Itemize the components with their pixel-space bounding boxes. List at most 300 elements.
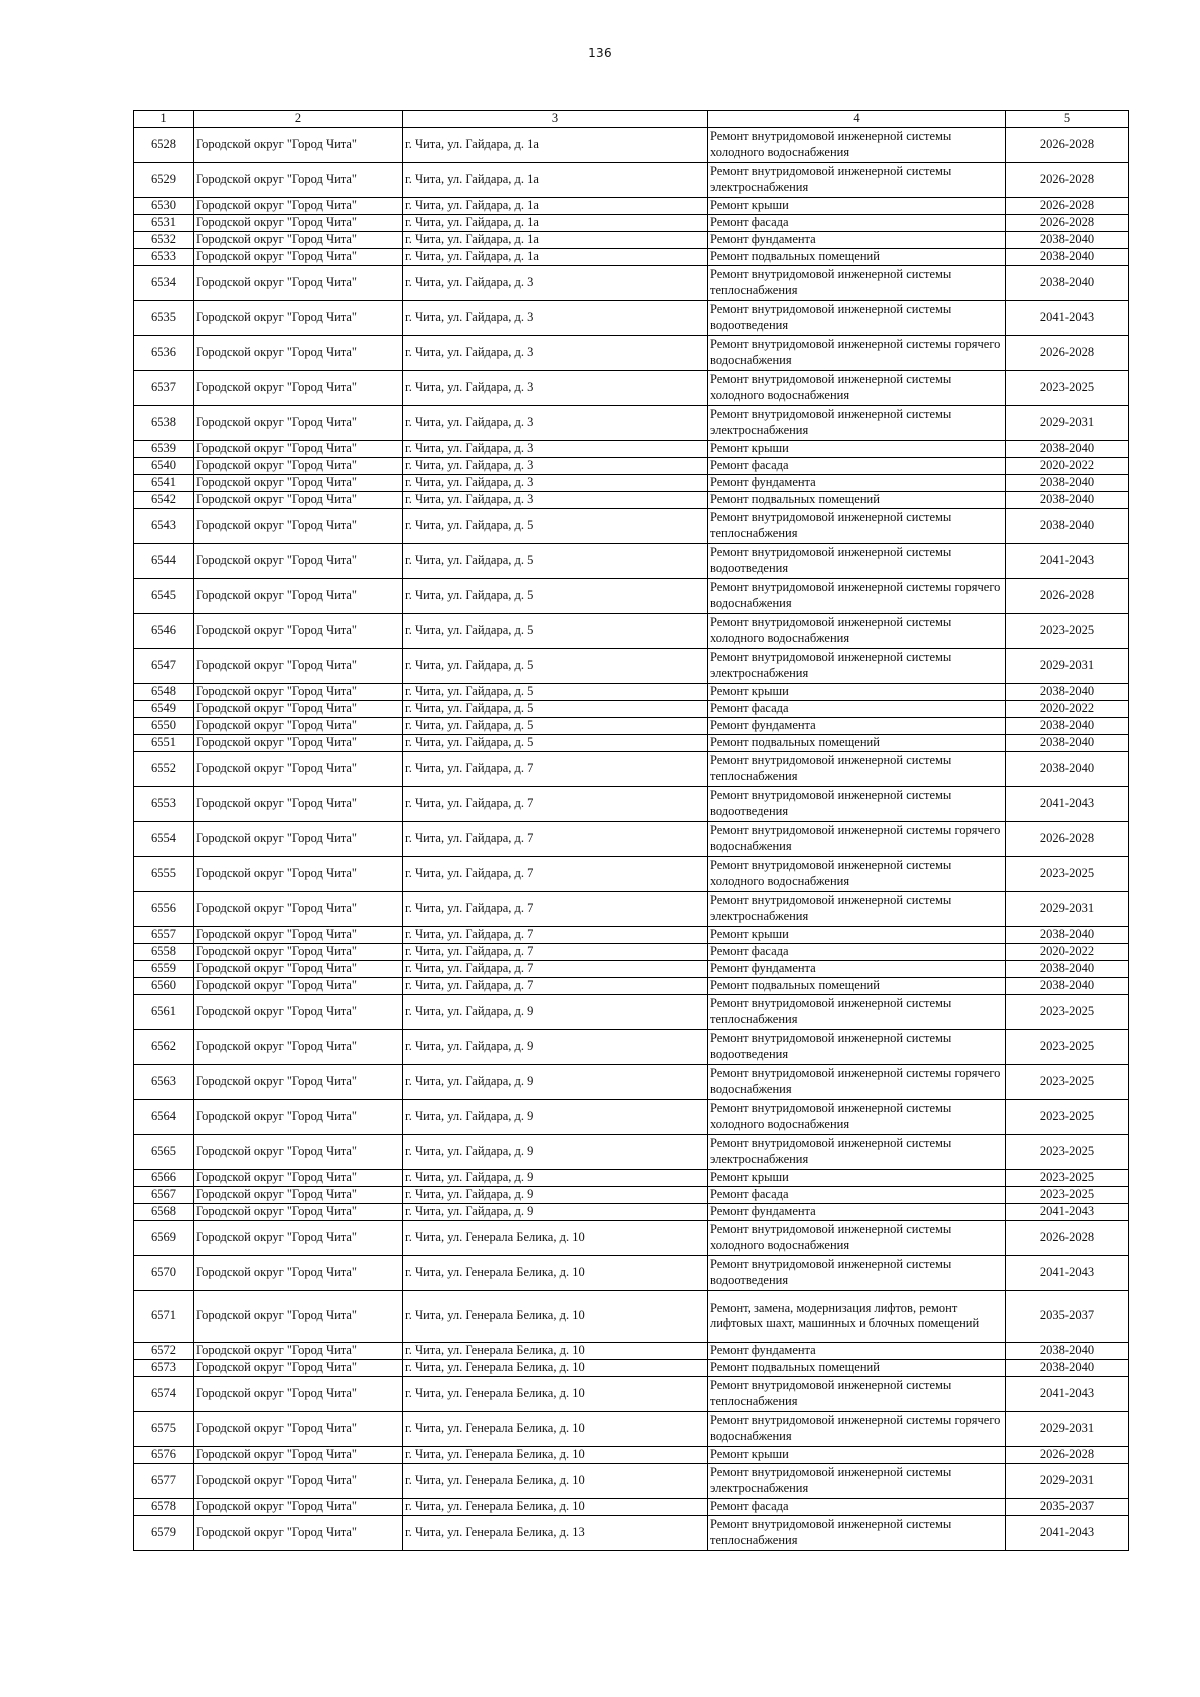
municipality-cell: Городской округ "Город Чита" bbox=[194, 1411, 403, 1446]
work-type-cell: Ремонт крыши bbox=[708, 440, 1006, 457]
address-cell: г. Чита, ул. Гайдара, д. 5 bbox=[403, 683, 708, 700]
work-type-cell: Ремонт внутридомовой инженерной системы электроснабжения bbox=[708, 162, 1006, 197]
address-cell: г. Чита, ул. Генерала Белика, д. 10 bbox=[403, 1220, 708, 1255]
municipality-cell: Городской округ "Город Чита" bbox=[194, 1342, 403, 1359]
municipality-cell: Городской округ "Город Чита" bbox=[194, 127, 403, 162]
period-cell: 2038-2040 bbox=[1006, 248, 1129, 265]
work-type-cell: Ремонт внутридомовой инженерной системы горячего водоснабжения bbox=[708, 1064, 1006, 1099]
municipality-cell: Городской округ "Город Чита" bbox=[194, 335, 403, 370]
address-cell: г. Чита, ул. Гайдара, д. 7 bbox=[403, 821, 708, 856]
period-cell: 2023-2025 bbox=[1006, 613, 1129, 648]
municipality-cell: Городской округ "Город Чита" bbox=[194, 1220, 403, 1255]
period-cell: 2038-2040 bbox=[1006, 474, 1129, 491]
municipality-cell: Городской округ "Город Чита" bbox=[194, 700, 403, 717]
table-row bbox=[134, 1134, 1129, 1169]
table-row bbox=[134, 1342, 1129, 1359]
period-cell: 2041-2043 bbox=[1006, 1515, 1129, 1550]
municipality-cell: Городской округ "Город Чита" bbox=[194, 734, 403, 751]
row-number-cell: 6558 bbox=[134, 943, 194, 960]
municipality-cell: Городской округ "Город Чита" bbox=[194, 1359, 403, 1376]
work-type-cell: Ремонт фундамента bbox=[708, 1203, 1006, 1220]
period-cell: 2041-2043 bbox=[1006, 543, 1129, 578]
work-type-cell: Ремонт внутридомовой инженерной системы холодного водоснабжения bbox=[708, 1099, 1006, 1134]
work-type-cell: Ремонт внутридомовой инженерной системы водоотведения bbox=[708, 1255, 1006, 1290]
row-number-cell: 6544 bbox=[134, 543, 194, 578]
period-cell: 2038-2040 bbox=[1006, 1342, 1129, 1359]
address-cell: г. Чита, ул. Гайдара, д. 5 bbox=[403, 508, 708, 543]
period-cell: 2029-2031 bbox=[1006, 648, 1129, 683]
address-cell: г. Чита, ул. Гайдара, д. 5 bbox=[403, 648, 708, 683]
address-cell: г. Чита, ул. Гайдара, д. 3 bbox=[403, 457, 708, 474]
table-row bbox=[134, 734, 1129, 751]
row-number-cell: 6529 bbox=[134, 162, 194, 197]
row-number-cell: 6545 bbox=[134, 578, 194, 613]
table-row bbox=[134, 231, 1129, 248]
address-cell: г. Чита, ул. Гайдара, д. 1а bbox=[403, 197, 708, 214]
period-cell: 2041-2043 bbox=[1006, 1255, 1129, 1290]
table-row bbox=[134, 960, 1129, 977]
municipality-cell: Городской округ "Город Чита" bbox=[194, 248, 403, 265]
period-cell: 2023-2025 bbox=[1006, 370, 1129, 405]
table-row bbox=[134, 335, 1129, 370]
period-cell: 2035-2037 bbox=[1006, 1290, 1129, 1342]
municipality-cell: Городской округ "Город Чита" bbox=[194, 457, 403, 474]
work-type-cell: Ремонт внутридомовой инженерной системы водоотведения bbox=[708, 786, 1006, 821]
municipality-cell: Городской округ "Город Чита" bbox=[194, 231, 403, 248]
table-row bbox=[134, 1029, 1129, 1064]
row-number-cell: 6573 bbox=[134, 1359, 194, 1376]
municipality-cell: Городской округ "Город Чита" bbox=[194, 1255, 403, 1290]
row-number-cell: 6578 bbox=[134, 1498, 194, 1515]
municipality-cell: Городской округ "Город Чита" bbox=[194, 1064, 403, 1099]
address-cell: г. Чита, ул. Гайдара, д. 7 bbox=[403, 977, 708, 994]
period-cell: 2023-2025 bbox=[1006, 1134, 1129, 1169]
address-cell: г. Чита, ул. Генерала Белика, д. 10 bbox=[403, 1342, 708, 1359]
work-type-cell: Ремонт внутридомовой инженерной системы холодного водоснабжения bbox=[708, 370, 1006, 405]
work-type-cell: Ремонт фасада bbox=[708, 700, 1006, 717]
row-number-cell: 6572 bbox=[134, 1342, 194, 1359]
table-row bbox=[134, 1064, 1129, 1099]
table-row bbox=[134, 370, 1129, 405]
period-cell: 2035-2037 bbox=[1006, 1498, 1129, 1515]
address-cell: г. Чита, ул. Гайдара, д. 1а bbox=[403, 214, 708, 231]
row-number-cell: 6560 bbox=[134, 977, 194, 994]
period-cell: 2038-2040 bbox=[1006, 265, 1129, 300]
work-type-cell: Ремонт крыши bbox=[708, 197, 1006, 214]
period-cell: 2038-2040 bbox=[1006, 977, 1129, 994]
table-row bbox=[134, 943, 1129, 960]
address-cell: г. Чита, ул. Гайдара, д. 9 bbox=[403, 1186, 708, 1203]
period-cell: 2023-2025 bbox=[1006, 1186, 1129, 1203]
municipality-cell: Городской округ "Город Чита" bbox=[194, 994, 403, 1029]
work-type-cell: Ремонт подвальных помещений bbox=[708, 734, 1006, 751]
work-type-cell: Ремонт внутридомовой инженерной системы холодного водоснабжения bbox=[708, 856, 1006, 891]
work-type-cell: Ремонт фасада bbox=[708, 457, 1006, 474]
municipality-cell: Городской округ "Город Чита" bbox=[194, 751, 403, 786]
row-number-cell: 6538 bbox=[134, 405, 194, 440]
address-cell: г. Чита, ул. Гайдара, д. 7 bbox=[403, 891, 708, 926]
row-number-cell: 6537 bbox=[134, 370, 194, 405]
municipality-cell: Городской округ "Город Чита" bbox=[194, 821, 403, 856]
work-type-cell: Ремонт, замена, модернизация лифтов, ремонт лифтовых шахт, машинных и блочных помещений bbox=[708, 1290, 1006, 1342]
table-row bbox=[134, 214, 1129, 231]
period-cell: 2026-2028 bbox=[1006, 127, 1129, 162]
work-type-cell: Ремонт внутридомовой инженерной системы холодного водоснабжения bbox=[708, 613, 1006, 648]
period-cell: 2026-2028 bbox=[1006, 335, 1129, 370]
table-row bbox=[134, 1290, 1129, 1342]
work-type-cell: Ремонт внутридомовой инженерной системы горячего водоснабжения bbox=[708, 1411, 1006, 1446]
row-number-cell: 6562 bbox=[134, 1029, 194, 1064]
address-cell: г. Чита, ул. Гайдара, д. 7 bbox=[403, 960, 708, 977]
table-row bbox=[134, 1203, 1129, 1220]
municipality-cell: Городской округ "Город Чита" bbox=[194, 405, 403, 440]
table-row bbox=[134, 162, 1129, 197]
municipality-cell: Городской округ "Город Чита" bbox=[194, 613, 403, 648]
municipality-cell: Городской округ "Город Чита" bbox=[194, 1029, 403, 1064]
table-row bbox=[134, 1359, 1129, 1376]
period-cell: 2038-2040 bbox=[1006, 751, 1129, 786]
table-row bbox=[134, 926, 1129, 943]
municipality-cell: Городской округ "Город Чита" bbox=[194, 683, 403, 700]
address-cell: г. Чита, ул. Гайдара, д. 7 bbox=[403, 786, 708, 821]
period-cell: 2020-2022 bbox=[1006, 943, 1129, 960]
period-cell: 2023-2025 bbox=[1006, 1064, 1129, 1099]
address-cell: г. Чита, ул. Гайдара, д. 3 bbox=[403, 300, 708, 335]
work-type-cell: Ремонт внутридомовой инженерной системы водоотведения bbox=[708, 300, 1006, 335]
table-row bbox=[134, 1376, 1129, 1411]
table-row bbox=[134, 856, 1129, 891]
period-cell: 2023-2025 bbox=[1006, 1169, 1129, 1186]
address-cell: г. Чита, ул. Гайдара, д. 3 bbox=[403, 405, 708, 440]
row-number-cell: 6528 bbox=[134, 127, 194, 162]
work-type-cell: Ремонт фасада bbox=[708, 1498, 1006, 1515]
table-row bbox=[134, 1463, 1129, 1498]
address-cell: г. Чита, ул. Гайдара, д. 3 bbox=[403, 440, 708, 457]
period-cell: 2023-2025 bbox=[1006, 994, 1129, 1029]
table-row bbox=[134, 1099, 1129, 1134]
municipality-cell: Городской округ "Город Чита" bbox=[194, 1134, 403, 1169]
table-row bbox=[134, 994, 1129, 1029]
table-row bbox=[134, 1411, 1129, 1446]
row-number-cell: 6571 bbox=[134, 1290, 194, 1342]
table-row bbox=[134, 1186, 1129, 1203]
period-cell: 2023-2025 bbox=[1006, 1029, 1129, 1064]
row-number-cell: 6556 bbox=[134, 891, 194, 926]
row-number-cell: 6535 bbox=[134, 300, 194, 335]
row-number-cell: 6546 bbox=[134, 613, 194, 648]
page-number: 136 bbox=[588, 46, 612, 60]
address-cell: г. Чита, ул. Гайдара, д. 3 bbox=[403, 474, 708, 491]
table-row bbox=[134, 405, 1129, 440]
address-cell: г. Чита, ул. Гайдара, д. 7 bbox=[403, 926, 708, 943]
work-type-cell: Ремонт фундамента bbox=[708, 717, 1006, 734]
column-header-5: 5 bbox=[1006, 111, 1129, 128]
period-cell: 2026-2028 bbox=[1006, 821, 1129, 856]
table-row bbox=[134, 457, 1129, 474]
period-cell: 2041-2043 bbox=[1006, 786, 1129, 821]
row-number-cell: 6549 bbox=[134, 700, 194, 717]
row-number-cell: 6542 bbox=[134, 491, 194, 508]
row-number-cell: 6579 bbox=[134, 1515, 194, 1550]
work-type-cell: Ремонт внутридомовой инженерной системы горячего водоснабжения bbox=[708, 335, 1006, 370]
address-cell: г. Чита, ул. Гайдара, д. 9 bbox=[403, 1169, 708, 1186]
table-row bbox=[134, 265, 1129, 300]
table-row bbox=[134, 1220, 1129, 1255]
row-number-cell: 6541 bbox=[134, 474, 194, 491]
period-cell: 2026-2028 bbox=[1006, 197, 1129, 214]
address-cell: г. Чита, ул. Гайдара, д. 5 bbox=[403, 543, 708, 578]
municipality-cell: Городской округ "Город Чита" bbox=[194, 300, 403, 335]
period-cell: 2023-2025 bbox=[1006, 856, 1129, 891]
work-type-cell: Ремонт внутридомовой инженерной системы водоотведения bbox=[708, 1029, 1006, 1064]
row-number-cell: 6575 bbox=[134, 1411, 194, 1446]
municipality-cell: Городской округ "Город Чита" bbox=[194, 1498, 403, 1515]
address-cell: г. Чита, ул. Гайдара, д. 9 bbox=[403, 1134, 708, 1169]
row-number-cell: 6553 bbox=[134, 786, 194, 821]
work-type-cell: Ремонт фундамента bbox=[708, 231, 1006, 248]
work-type-cell: Ремонт крыши bbox=[708, 683, 1006, 700]
work-type-cell: Ремонт фасада bbox=[708, 214, 1006, 231]
municipality-cell: Городской округ "Город Чита" bbox=[194, 1446, 403, 1463]
address-cell: г. Чита, ул. Гайдара, д. 7 bbox=[403, 943, 708, 960]
period-cell: 2038-2040 bbox=[1006, 926, 1129, 943]
table-row bbox=[134, 300, 1129, 335]
work-type-cell: Ремонт внутридомовой инженерной системы электроснабжения bbox=[708, 1134, 1006, 1169]
address-cell: г. Чита, ул. Генерала Белика, д. 13 bbox=[403, 1515, 708, 1550]
period-cell: 2041-2043 bbox=[1006, 1203, 1129, 1220]
period-cell: 2041-2043 bbox=[1006, 300, 1129, 335]
work-type-cell: Ремонт крыши bbox=[708, 1446, 1006, 1463]
table-row bbox=[134, 821, 1129, 856]
municipality-cell: Городской округ "Город Чита" bbox=[194, 717, 403, 734]
address-cell: г. Чита, ул. Гайдара, д. 1а bbox=[403, 248, 708, 265]
period-cell: 2041-2043 bbox=[1006, 1376, 1129, 1411]
municipality-cell: Городской округ "Город Чита" bbox=[194, 265, 403, 300]
municipality-cell: Городской округ "Город Чита" bbox=[194, 1290, 403, 1342]
municipality-cell: Городской округ "Город Чита" bbox=[194, 1169, 403, 1186]
address-cell: г. Чита, ул. Гайдара, д. 1а bbox=[403, 162, 708, 197]
municipality-cell: Городской округ "Город Чита" bbox=[194, 926, 403, 943]
table-header bbox=[134, 111, 1129, 128]
table-body bbox=[134, 127, 1129, 1550]
municipality-cell: Городской округ "Город Чита" bbox=[194, 578, 403, 613]
address-cell: г. Чита, ул. Генерала Белика, д. 10 bbox=[403, 1446, 708, 1463]
column-header-3: 3 bbox=[403, 111, 708, 128]
table-row bbox=[134, 717, 1129, 734]
municipality-cell: Городской округ "Город Чита" bbox=[194, 1099, 403, 1134]
municipality-cell: Городской округ "Город Чита" bbox=[194, 786, 403, 821]
row-number-cell: 6548 bbox=[134, 683, 194, 700]
row-number-cell: 6567 bbox=[134, 1186, 194, 1203]
work-type-cell: Ремонт фасада bbox=[708, 1186, 1006, 1203]
table-row bbox=[134, 508, 1129, 543]
table-row bbox=[134, 440, 1129, 457]
address-cell: г. Чита, ул. Генерала Белика, д. 10 bbox=[403, 1498, 708, 1515]
address-cell: г. Чита, ул. Гайдара, д. 3 bbox=[403, 370, 708, 405]
row-number-cell: 6554 bbox=[134, 821, 194, 856]
table-row bbox=[134, 1498, 1129, 1515]
row-number-cell: 6576 bbox=[134, 1446, 194, 1463]
work-type-cell: Ремонт подвальных помещений bbox=[708, 248, 1006, 265]
address-cell: г. Чита, ул. Генерала Белика, д. 10 bbox=[403, 1411, 708, 1446]
period-cell: 2026-2028 bbox=[1006, 1446, 1129, 1463]
row-number-cell: 6540 bbox=[134, 457, 194, 474]
municipality-cell: Городской округ "Город Чита" bbox=[194, 1463, 403, 1498]
period-cell: 2038-2040 bbox=[1006, 734, 1129, 751]
period-cell: 2029-2031 bbox=[1006, 1411, 1129, 1446]
row-number-cell: 6563 bbox=[134, 1064, 194, 1099]
municipality-cell: Городской округ "Город Чита" bbox=[194, 162, 403, 197]
work-type-cell: Ремонт фундамента bbox=[708, 474, 1006, 491]
address-cell: г. Чита, ул. Гайдара, д. 9 bbox=[403, 1029, 708, 1064]
work-type-cell: Ремонт фасада bbox=[708, 943, 1006, 960]
table-row bbox=[134, 700, 1129, 717]
address-cell: г. Чита, ул. Гайдара, д. 5 bbox=[403, 700, 708, 717]
municipality-cell: Городской округ "Город Чита" bbox=[194, 1515, 403, 1550]
period-cell: 2026-2028 bbox=[1006, 214, 1129, 231]
period-cell: 2038-2040 bbox=[1006, 717, 1129, 734]
municipality-cell: Городской округ "Город Чита" bbox=[194, 960, 403, 977]
work-type-cell: Ремонт внутридомовой инженерной системы холодного водоснабжения bbox=[708, 127, 1006, 162]
row-number-cell: 6547 bbox=[134, 648, 194, 683]
work-type-cell: Ремонт внутридомовой инженерной системы теплоснабжения bbox=[708, 994, 1006, 1029]
period-cell: 2026-2028 bbox=[1006, 1220, 1129, 1255]
period-cell: 2038-2040 bbox=[1006, 683, 1129, 700]
table-row bbox=[134, 891, 1129, 926]
table-row bbox=[134, 1515, 1129, 1550]
work-type-cell: Ремонт внутридомовой инженерной системы горячего водоснабжения bbox=[708, 578, 1006, 613]
table-row bbox=[134, 491, 1129, 508]
row-number-cell: 6569 bbox=[134, 1220, 194, 1255]
row-number-cell: 6564 bbox=[134, 1099, 194, 1134]
municipality-cell: Городской округ "Город Чита" bbox=[194, 214, 403, 231]
municipality-cell: Городской округ "Город Чита" bbox=[194, 1186, 403, 1203]
row-number-cell: 6566 bbox=[134, 1169, 194, 1186]
municipality-cell: Городской округ "Город Чита" bbox=[194, 197, 403, 214]
row-number-cell: 6530 bbox=[134, 197, 194, 214]
work-type-cell: Ремонт подвальных помещений bbox=[708, 977, 1006, 994]
work-type-cell: Ремонт внутридомовой инженерной системы водоотведения bbox=[708, 543, 1006, 578]
address-cell: г. Чита, ул. Гайдара, д. 9 bbox=[403, 1203, 708, 1220]
row-number-cell: 6532 bbox=[134, 231, 194, 248]
period-cell: 2029-2031 bbox=[1006, 405, 1129, 440]
work-type-cell: Ремонт внутридомовой инженерной системы теплоснабжения bbox=[708, 751, 1006, 786]
work-type-cell: Ремонт внутридомовой инженерной системы теплоснабжения bbox=[708, 1515, 1006, 1550]
repair-schedule-table bbox=[133, 110, 1129, 1551]
municipality-cell: Городской округ "Город Чита" bbox=[194, 474, 403, 491]
municipality-cell: Городской округ "Город Чита" bbox=[194, 943, 403, 960]
row-number-cell: 6559 bbox=[134, 960, 194, 977]
table-row bbox=[134, 543, 1129, 578]
address-cell: г. Чита, ул. Гайдара, д. 5 bbox=[403, 734, 708, 751]
municipality-cell: Городской округ "Город Чита" bbox=[194, 370, 403, 405]
header-row bbox=[134, 111, 1129, 128]
municipality-cell: Городской округ "Город Чита" bbox=[194, 856, 403, 891]
row-number-cell: 6552 bbox=[134, 751, 194, 786]
row-number-cell: 6568 bbox=[134, 1203, 194, 1220]
row-number-cell: 6534 bbox=[134, 265, 194, 300]
work-type-cell: Ремонт крыши bbox=[708, 1169, 1006, 1186]
table-row bbox=[134, 1446, 1129, 1463]
table-row bbox=[134, 1169, 1129, 1186]
row-number-cell: 6565 bbox=[134, 1134, 194, 1169]
address-cell: г. Чита, ул. Генерала Белика, д. 10 bbox=[403, 1359, 708, 1376]
period-cell: 2038-2040 bbox=[1006, 491, 1129, 508]
address-cell: г. Чита, ул. Гайдара, д. 1а bbox=[403, 127, 708, 162]
period-cell: 2020-2022 bbox=[1006, 457, 1129, 474]
address-cell: г. Чита, ул. Гайдара, д. 5 bbox=[403, 578, 708, 613]
address-cell: г. Чита, ул. Гайдара, д. 5 bbox=[403, 613, 708, 648]
municipality-cell: Городской округ "Город Чита" bbox=[194, 977, 403, 994]
work-type-cell: Ремонт внутридомовой инженерной системы электроснабжения bbox=[708, 1463, 1006, 1498]
column-header-1: 1 bbox=[134, 111, 194, 128]
address-cell: г. Чита, ул. Гайдара, д. 9 bbox=[403, 994, 708, 1029]
address-cell: г. Чита, ул. Генерала Белика, д. 10 bbox=[403, 1290, 708, 1342]
table-row bbox=[134, 248, 1129, 265]
work-type-cell: Ремонт внутридомовой инженерной системы горячего водоснабжения bbox=[708, 821, 1006, 856]
row-number-cell: 6561 bbox=[134, 994, 194, 1029]
table-row bbox=[134, 683, 1129, 700]
row-number-cell: 6574 bbox=[134, 1376, 194, 1411]
table-row bbox=[134, 786, 1129, 821]
row-number-cell: 6555 bbox=[134, 856, 194, 891]
column-header-2: 2 bbox=[194, 111, 403, 128]
work-type-cell: Ремонт подвальных помещений bbox=[708, 491, 1006, 508]
address-cell: г. Чита, ул. Генерала Белика, д. 10 bbox=[403, 1376, 708, 1411]
work-type-cell: Ремонт внутридомовой инженерной системы теплоснабжения bbox=[708, 508, 1006, 543]
table-row bbox=[134, 578, 1129, 613]
work-type-cell: Ремонт внутридомовой инженерной системы электроснабжения bbox=[708, 405, 1006, 440]
period-cell: 2038-2040 bbox=[1006, 231, 1129, 248]
work-type-cell: Ремонт фундамента bbox=[708, 1342, 1006, 1359]
municipality-cell: Городской округ "Город Чита" bbox=[194, 1203, 403, 1220]
row-number-cell: 6557 bbox=[134, 926, 194, 943]
row-number-cell: 6550 bbox=[134, 717, 194, 734]
table-row bbox=[134, 648, 1129, 683]
period-cell: 2020-2022 bbox=[1006, 700, 1129, 717]
table-row bbox=[134, 127, 1129, 162]
period-cell: 2026-2028 bbox=[1006, 578, 1129, 613]
table-row bbox=[134, 751, 1129, 786]
municipality-cell: Городской округ "Город Чита" bbox=[194, 440, 403, 457]
address-cell: г. Чита, ул. Гайдара, д. 3 bbox=[403, 335, 708, 370]
work-type-cell: Ремонт подвальных помещений bbox=[708, 1359, 1006, 1376]
municipality-cell: Городской округ "Город Чита" bbox=[194, 543, 403, 578]
work-type-cell: Ремонт крыши bbox=[708, 926, 1006, 943]
row-number-cell: 6533 bbox=[134, 248, 194, 265]
address-cell: г. Чита, ул. Гайдара, д. 7 bbox=[403, 751, 708, 786]
work-type-cell: Ремонт внутридомовой инженерной системы теплоснабжения bbox=[708, 1376, 1006, 1411]
address-cell: г. Чита, ул. Гайдара, д. 7 bbox=[403, 856, 708, 891]
address-cell: г. Чита, ул. Гайдара, д. 9 bbox=[403, 1064, 708, 1099]
row-number-cell: 6543 bbox=[134, 508, 194, 543]
period-cell: 2038-2040 bbox=[1006, 508, 1129, 543]
address-cell: г. Чита, ул. Гайдара, д. 3 bbox=[403, 265, 708, 300]
table-row bbox=[134, 474, 1129, 491]
address-cell: г. Чита, ул. Гайдара, д. 1а bbox=[403, 231, 708, 248]
row-number-cell: 6551 bbox=[134, 734, 194, 751]
address-cell: г. Чита, ул. Генерала Белика, д. 10 bbox=[403, 1463, 708, 1498]
address-cell: г. Чита, ул. Гайдара, д. 3 bbox=[403, 491, 708, 508]
table-row bbox=[134, 197, 1129, 214]
table-row bbox=[134, 1255, 1129, 1290]
period-cell: 2023-2025 bbox=[1006, 1099, 1129, 1134]
address-cell: г. Чита, ул. Генерала Белика, д. 10 bbox=[403, 1255, 708, 1290]
municipality-cell: Городской округ "Город Чита" bbox=[194, 491, 403, 508]
municipality-cell: Городской округ "Город Чита" bbox=[194, 648, 403, 683]
period-cell: 2038-2040 bbox=[1006, 440, 1129, 457]
municipality-cell: Городской округ "Город Чита" bbox=[194, 891, 403, 926]
